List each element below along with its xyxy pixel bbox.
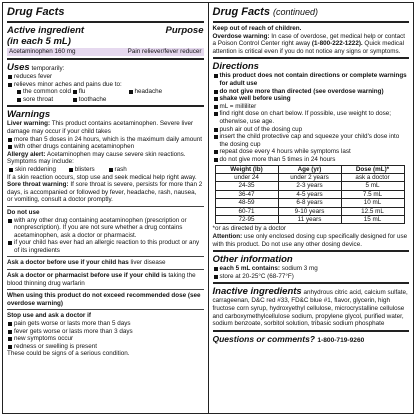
purpose-heading: Purpose <box>165 25 204 36</box>
allergy-list <box>7 166 204 174</box>
questions-heading: Questions or comments? <box>212 333 315 344</box>
other-info-section <box>213 254 410 280</box>
ask-doctor-label: Ask a doctor before use if your child has <box>7 259 129 267</box>
direction-item: mL = milliliter <box>213 103 410 111</box>
direction-item: repeat dose every 4 hours while symptoms last <box>213 148 410 156</box>
other-info-heading: Other information <box>212 254 293 266</box>
dose-row <box>215 173 404 181</box>
other-info-item <box>213 265 410 273</box>
dose-cell: 4-5 years <box>278 190 341 198</box>
allergy-alert-text: Acetaminophen may cause severe skin reactions. Symptoms may include: <box>7 150 186 166</box>
dose-cell: 5 mL <box>341 182 404 190</box>
attention-text: use only enclosed dosing cup specifically designed for use with this product. Do not use any other dosing device. <box>212 232 408 248</box>
allergy-item: blisters <box>69 166 107 174</box>
dose-cell: under 2 years <box>278 173 341 181</box>
direction-item: insert the child protective cap and squeeze your child's dose into the dosing cup <box>213 133 410 148</box>
do-not-use-item: with any other drug containing acetaminophen (prescription or nonprescription). If you are not sure whether a drug contains acetaminophen, ask a doctor or pharmacist. <box>7 217 204 240</box>
questions-phone: 1-800-719-9260 <box>317 336 365 344</box>
title-text: Drug Facts <box>212 6 270 18</box>
dose-cell: under 24 <box>215 173 278 181</box>
uses-item: relieves minor aches and pains due to: <box>7 81 204 89</box>
direction-item: this product does not contain directions or complete warnings for adult use <box>213 72 410 87</box>
dose-cell: 48-59 <box>215 199 278 207</box>
direction-item: find right dose on chart below. If possible, use weight to dose; otherwise, use age. <box>213 110 410 125</box>
direction-item: do not give more than 5 times in 24 hours <box>213 156 410 164</box>
uses-intro: temporarily: <box>31 65 65 72</box>
stop-use-item: redness or swelling is present <box>7 343 204 351</box>
when-using-text: When using this product do not exceed recommended dose (see overdose warning) <box>7 292 201 307</box>
panel-title-continued <box>213 6 410 19</box>
ingredient-name: Acetaminophen 160 mg <box>9 48 76 55</box>
direction-item: do not give more than directed (see overdose warning) <box>213 88 410 96</box>
other-info-item <box>213 273 410 281</box>
uses-heading: Uses <box>7 62 30 73</box>
active-ingredient-sub: (in each 5 mL) <box>7 36 71 47</box>
ingredient-purpose: Pain reliever/fever reducer <box>127 48 202 55</box>
do-not-use-heading: Do not use <box>7 208 40 216</box>
directions-section <box>213 61 410 248</box>
do-not-use-item: if your child has ever had an allergic reaction to this product or any of its ingredients <box>7 239 204 254</box>
uses-item: reduces fever <box>7 73 204 81</box>
panel-title: Drug Facts <box>7 6 65 18</box>
dose-cell: 60-71 <box>215 207 278 215</box>
drug-facts-panel <box>2 2 414 414</box>
dose-row <box>215 199 404 207</box>
liver-item: with other drugs containing acetaminophen <box>7 143 204 151</box>
inactive-section <box>213 286 410 327</box>
sore-throat-text: If sore throat is severe, persists for more than 2 days, is accompanied or followed by fever, headache, rash, nausea, or vomiting, consult a doctor promptly. <box>7 181 203 204</box>
stop-use-item: new symptoms occur <box>7 335 204 343</box>
symptom-item: headache <box>129 88 183 96</box>
dose-cell: 15 mL <box>341 215 404 223</box>
dose-cell: 24-35 <box>215 182 278 190</box>
allergy-item: skin reddening <box>9 166 67 174</box>
inactive-text: anhydrous citric acid, calcium sulfate, carrageenan, D&C red #33, FD&C blue #1, flavor, glycerin, high fructose corn syrup, hydroxyethyl cellulose, microcrystalline cellulose and carboxymethylcellulose sodium, propylene glycol, purified water, sodium benzoate, sorbitol solution, tribasic sodium phosphate <box>212 289 408 328</box>
dose-cell: 9-10 years <box>278 207 341 215</box>
direction-item: shake well before using <box>213 95 410 103</box>
stop-use-item: pain gets worse or lasts more than 5 days <box>7 320 204 328</box>
questions-footer <box>213 334 410 344</box>
symptom-item: flu <box>73 88 127 96</box>
overdose-label: Overdose warning: <box>212 32 270 40</box>
allergy-after: If a skin reaction occurs, stop use and seek medical help right away. <box>7 173 197 181</box>
ask-doctor-text: liver disease <box>130 259 166 267</box>
keep-out-text: Keep out of reach of children. <box>212 25 302 32</box>
attention-label: Attention: <box>212 232 243 240</box>
poison-control-phone: (1-800-222-1222). <box>311 40 363 48</box>
symptom-item: sore throat <box>17 96 71 104</box>
warnings-heading: Warnings <box>7 109 51 121</box>
overdose-text2: Quick medical attention is critical even if you do not notice any signs or symptoms. <box>212 40 404 55</box>
dose-note: *or as directed by a doctor <box>212 225 287 233</box>
ask-pharmacist-text: taking the blood thinning drug warfarin <box>7 272 196 287</box>
symptom-list <box>7 88 204 103</box>
dosing-table <box>215 165 405 225</box>
dose-cell: 72-95 <box>215 215 278 223</box>
dose-cell: 12.5 mL <box>341 207 404 215</box>
liver-item: more than 5 doses in 24 hours, which is the maximum daily amount <box>7 136 204 144</box>
overdose-text: In case of overdose, get medical help or contact a Poison Control Center right away <box>212 32 406 48</box>
dose-cell: 2-3 years <box>278 182 341 190</box>
liver-warning-text: This product contains acetaminophen. Severe liver damage may occur if your child takes <box>7 120 194 135</box>
other-info-bold: each 5 mL contains: <box>219 265 280 273</box>
ask-pharmacist-label: Ask a doctor or pharmacist before use if your child is <box>7 272 167 280</box>
dose-row <box>215 215 404 223</box>
symptom-item: the common cold <box>17 88 71 96</box>
warnings-section <box>7 109 204 358</box>
dose-row <box>215 182 404 190</box>
title-suffix: (continued) <box>273 7 319 17</box>
active-ingredient-heading: Active ingredient <box>7 25 85 36</box>
dose-cell: 11 years <box>278 215 341 223</box>
other-info-text: store at 20-25°C (68-77°F) <box>219 272 294 280</box>
dose-cell: 6-8 years <box>278 199 341 207</box>
dose-row <box>215 207 404 215</box>
dose-header: Weight (lb) <box>215 165 278 173</box>
sore-throat-label: Sore throat warning: <box>7 181 69 189</box>
right-column <box>209 3 414 413</box>
other-info-text: sodium 3 mg <box>281 265 318 273</box>
keep-out-section <box>213 25 410 55</box>
active-ingredient-row <box>7 48 204 56</box>
allergy-alert-label: Allergy alert: <box>7 150 46 158</box>
stop-use-heading: Stop use and ask a doctor if <box>7 312 91 320</box>
dose-cell: ask a doctor <box>341 173 404 181</box>
liver-warning-label: Liver warning: <box>7 120 51 128</box>
direction-item: push air out of the dosing cup <box>213 126 410 134</box>
stop-use-item: fever gets worse or lasts more than 3 days <box>7 328 204 336</box>
stop-use-after: These could be signs of a serious condition. <box>7 350 130 358</box>
dose-row <box>215 190 404 198</box>
uses-section <box>7 62 204 103</box>
dose-cell: 10 mL <box>341 199 404 207</box>
left-column <box>3 3 209 413</box>
dose-header: Age (yr) <box>278 165 341 173</box>
inactive-heading: Inactive ingredients <box>212 286 302 298</box>
symptom-item: toothache <box>73 96 127 104</box>
directions-heading: Directions <box>212 61 259 73</box>
dose-cell: 36-47 <box>215 190 278 198</box>
dose-header: Dose (mL)* <box>341 165 404 173</box>
dose-cell: 7.5 mL <box>341 190 404 198</box>
allergy-item: rash <box>109 166 163 174</box>
